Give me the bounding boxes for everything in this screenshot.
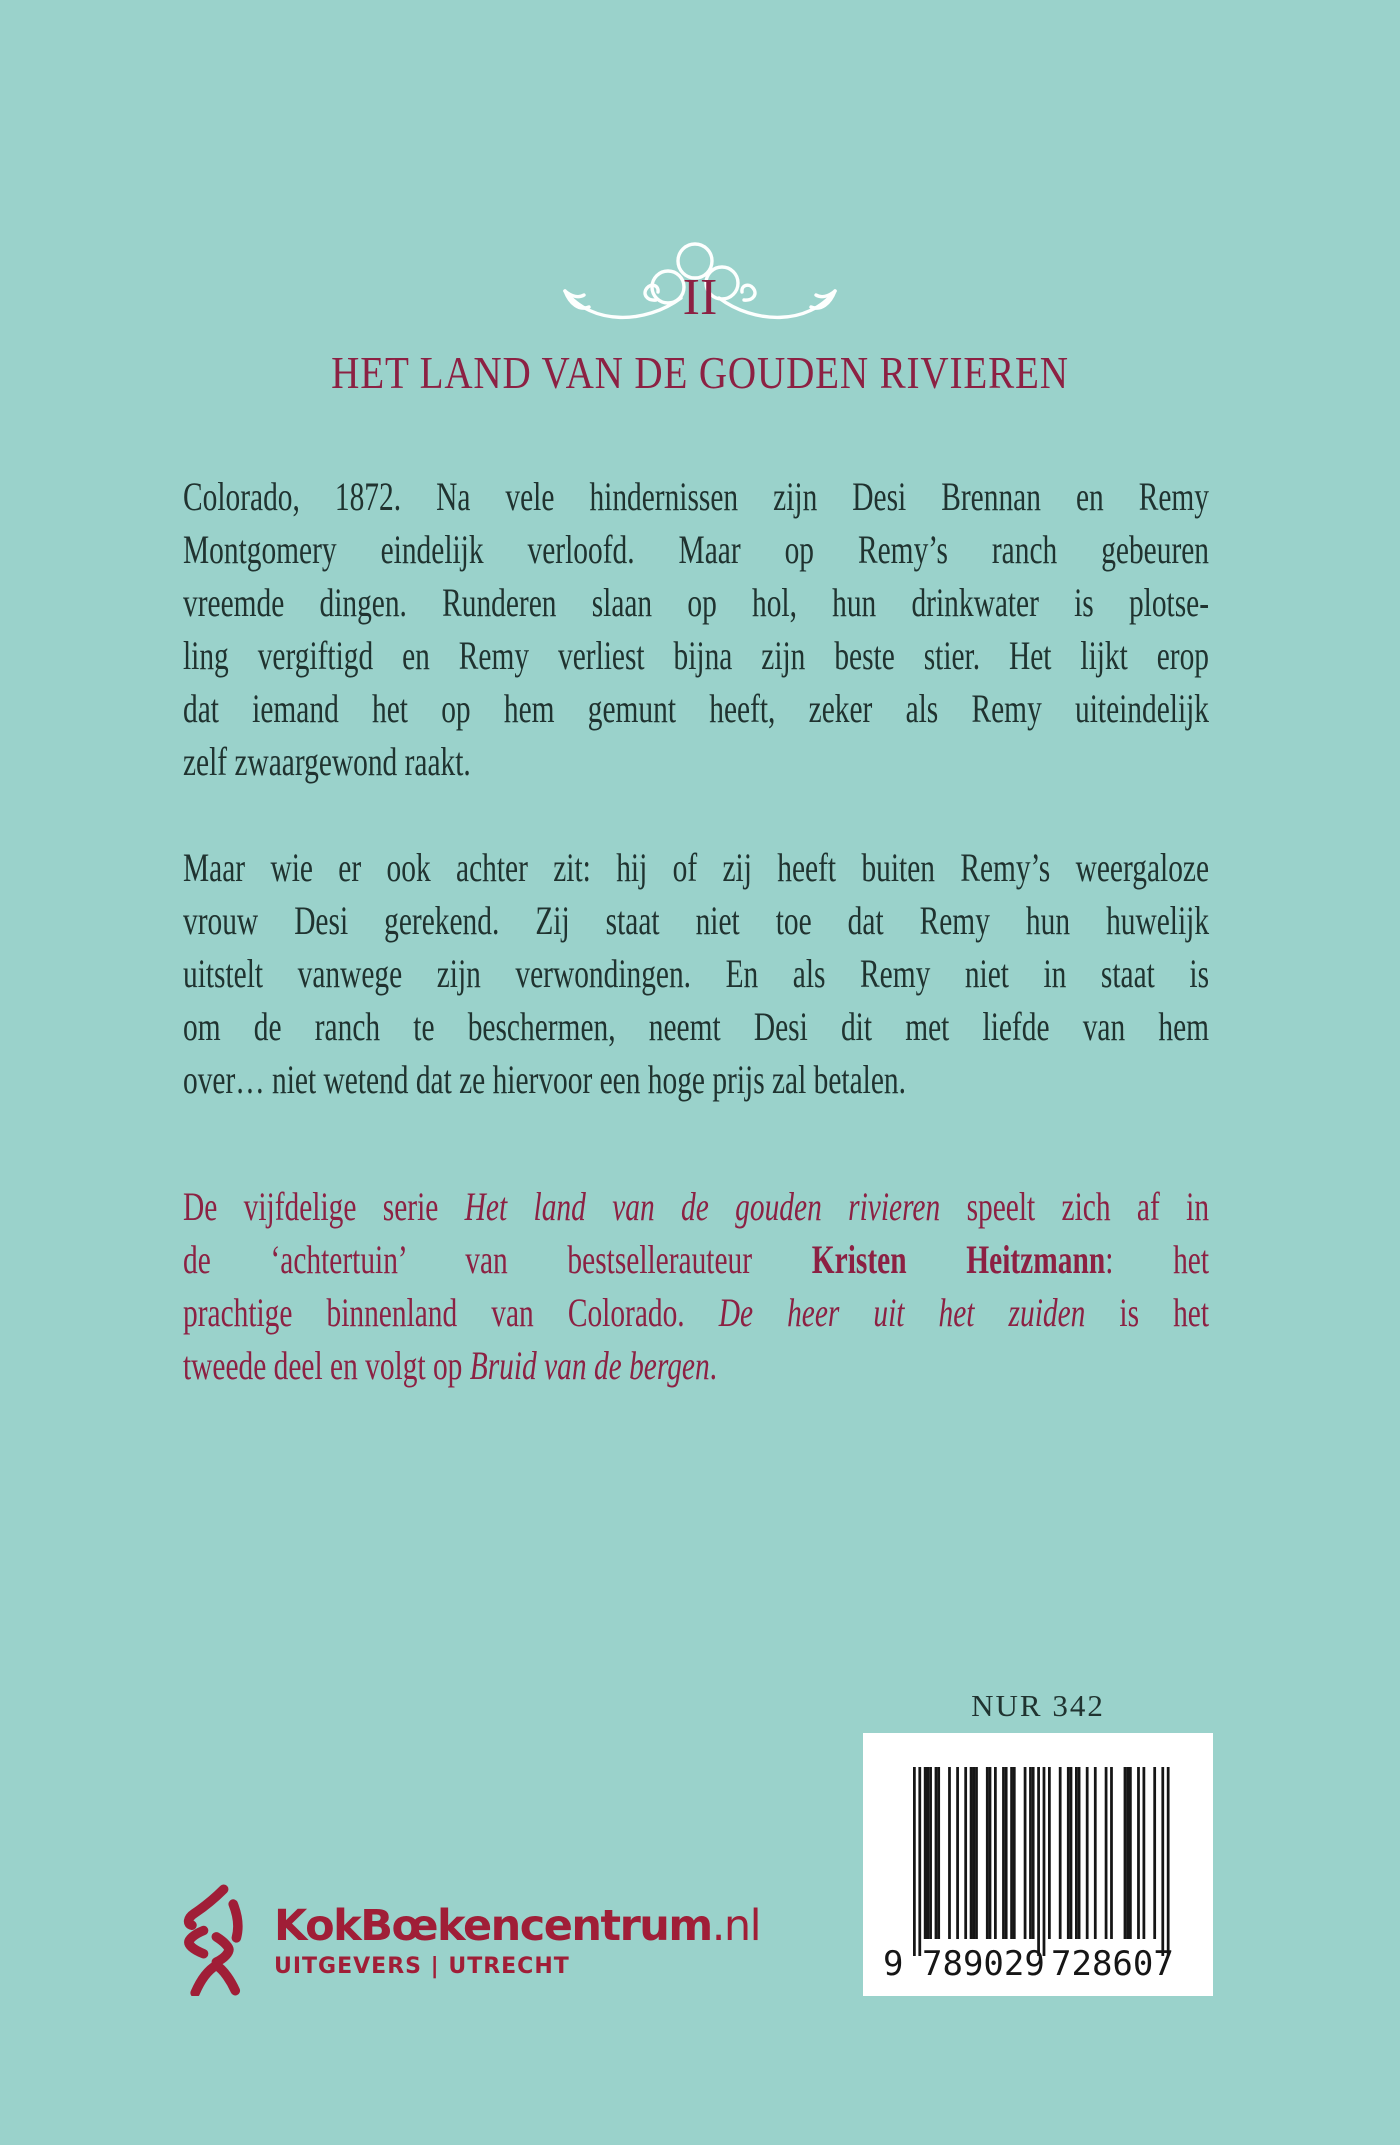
barcode-digits-right: 728607 bbox=[1051, 1944, 1174, 1984]
publisher-name bbox=[274, 1901, 761, 1951]
volume-numeral: II bbox=[682, 269, 718, 326]
synopsis-paragraph-2: Maar wie er ook achter zit: hij of zij heeft buiten Remy’s weergaloze vrouw Desi gerekend. Zij staat niet toe dat Remy hun huwelijk uitstelt vanwege zijn verwondingen. En als Remy niet in staat is om de ranch te beschermen, neemt Desi dit met liefde van hem over… niet wetend dat ze hiervoor een hoge prijs zal betalen. bbox=[183, 845, 1210, 1102]
barcode-digits bbox=[863, 1944, 1213, 1987]
barcode-digits-left: 789029 bbox=[922, 1944, 1045, 1984]
synopsis-paragraph-1: Colorado, 1872. Na vele hindernissen zijn Desi Brennan en Remy Montgomery eindelijk verloofd. Maar op Remy’s ranch gebeuren vreemde dingen. Runderen slaan op hol, hun drinkwater is plotse- ling vergiftigd en Remy verliest bijna zijn beste stier. Het lijkt erop dat iemand het op hem gemunt heeft, zeker als Remy uiteindelijk zelf zwaargewond raakt. bbox=[183, 474, 1210, 784]
publisher-logo-icon bbox=[176, 1884, 246, 1996]
publisher-logo bbox=[176, 1884, 760, 1996]
nur-code: NUR 342 bbox=[971, 1688, 1105, 1723]
series-title: HET LAND VAN DE GOUDEN RIVIEREN bbox=[331, 347, 1069, 398]
flourish-ornament bbox=[560, 236, 840, 344]
synopsis bbox=[183, 470, 1209, 1392]
publisher-name-text: KokBœkencentrum bbox=[274, 1901, 712, 1951]
barcode-digit-first: 9 bbox=[883, 1944, 904, 1984]
publisher-domain: .nl bbox=[711, 1901, 761, 1951]
series-note: De vijfdelige serie Het land van de gouden rivieren speelt zich af in de ‘achtertuin’ van bestsellerauteur Kristen Heitzmann: het prachtige binnenland van Colorado. De heer uit het zuiden is het tweede deel en volgt op Bruid van de bergen. bbox=[183, 1184, 1210, 1388]
publisher-logo-text bbox=[274, 1901, 761, 1996]
publisher-tagline: UITGEVERS | UTRECHT bbox=[274, 1954, 570, 1980]
